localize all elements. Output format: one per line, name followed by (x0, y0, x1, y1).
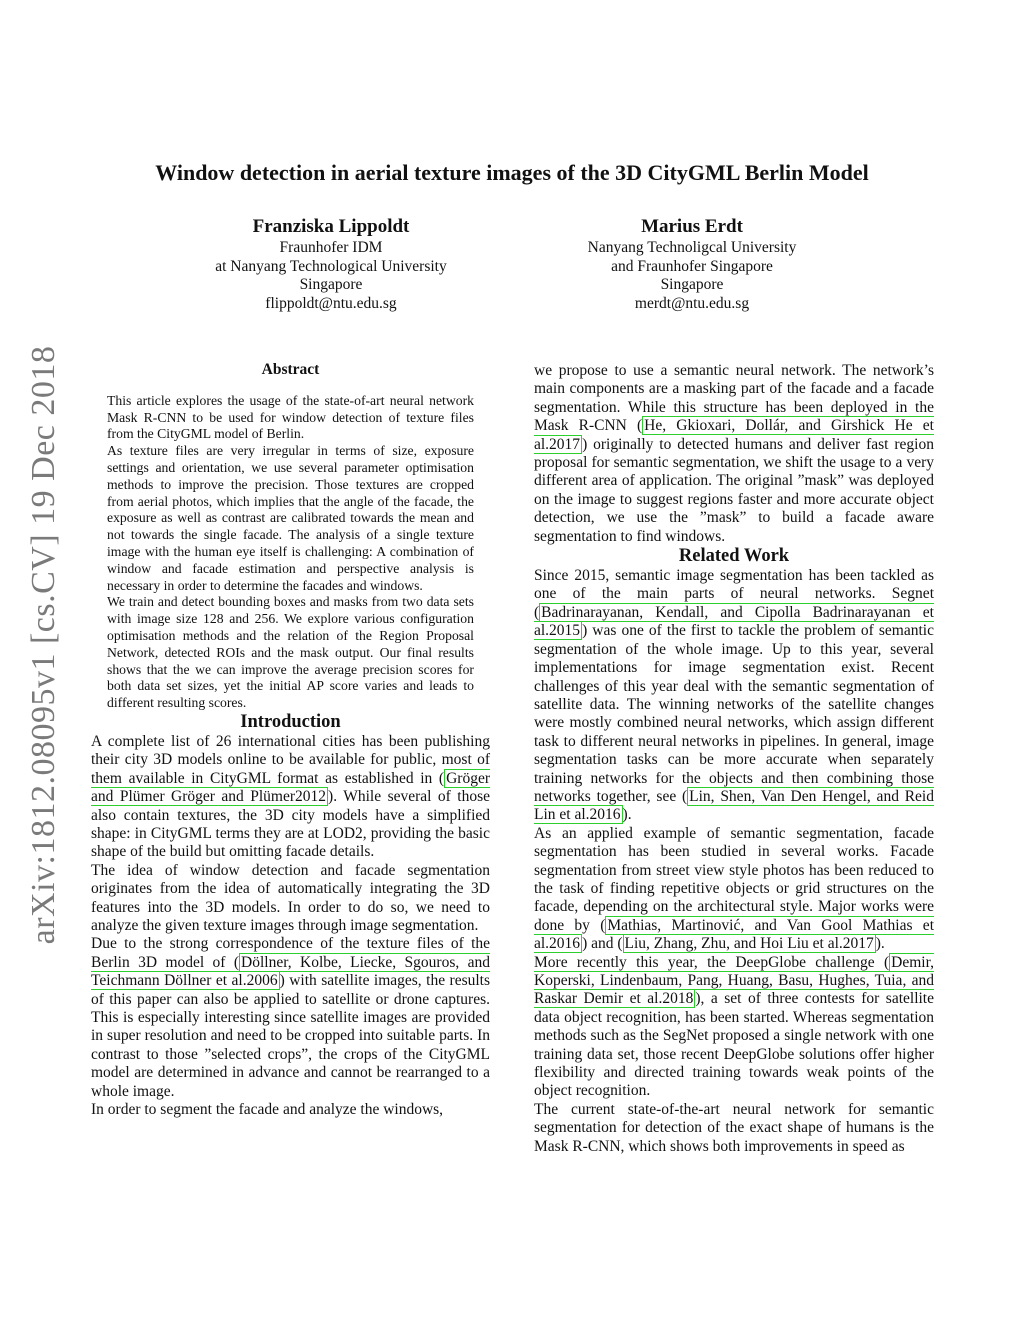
author-name: Franziska Lippoldt (252, 216, 410, 237)
author-affiliation: Fraunhofer IDM (279, 239, 383, 256)
abstract-paragraph: This article explores the usage of the state-of-art neural network Mask R-CNN to be used for window detection of texture files from the CityGML model of Berlin. (107, 392, 474, 442)
body-paragraph: In order to segment the facade and analyze the windows, (91, 1101, 444, 1119)
body-paragraph: Due to the strong correspondence of the texture files of the Berlin 3D model of ( Döllner, Kolbe, Liecke, Sgouros, and Teichmann Döllner et al.2006 ) with satellite images, the results of this paper can also be applied to satellite or drone captures. This is especially interesting since satellite images are provided in super resolution and need to be cropped into suitable parts. In contrast to those ”selected crops”, the crops of the CityGML model are determined in advance and cannot be rearranged to a whole image. (91, 935, 490, 1100)
introduction-body (91, 733, 490, 1120)
author-block-2 (532, 215, 852, 313)
abstract (107, 362, 474, 712)
author-location: Singapore (660, 276, 724, 293)
citation-link[interactable]: Demir, Koperski, Lindenbaum, Pang, Huang, Basu, Hughes, Tuia, and Raskar Demir et al.2018 (534, 953, 934, 1008)
abstract-paragraph: As texture files are very irregular in terms of size, exposure settings and orientation, we use several parameter optimisation methods to improve the precision. Those textures are cropped from aerial photos, which implies that the angle of the facade, the exposure as well as contrast are calibrated towards the mean and not towards the single facade. The analysis of a single texture image with the human eye itself is challenging: A combination of window and facade estimation and perspective analysis is necessary in order to determine the facades and windows. (107, 443, 474, 593)
introduction-continued (534, 362, 934, 546)
arxiv-identifier: arXiv:1812.08095v1 [cs.CV] 19 Dec 2018 (25, 345, 62, 945)
author-affiliation: at Nanyang Technological University (215, 257, 447, 275)
related-work-body (534, 567, 934, 1156)
citation-link[interactable]: Mathias, Martinović, and Van Gool Mathias et al.2016 (534, 916, 934, 953)
author-name: Marius Erdt (641, 216, 743, 237)
author-affiliation: Nanyang Technoligcal University (587, 239, 797, 256)
body-paragraph: The idea of window detection and facade segmentation originates from the idea of automatically integrating the 3D features into the 3D models. In order to do so, we need to analyze the given texture images through image segmentation. (91, 861, 490, 934)
body-paragraph: More recently this year, the DeepGlobe challenge ( Demir, Koperski, Lindenbaum, Pang, Huang, Basu, Hughes, Tuia, and Raskar Demir et al.2018 ), a set of three contests for satellite data object recognition, has been started. Whereas segmentation methods such as the SegNet proposed a single network with one training data set, those recent DeepGlobe solutions offer higher flexibility and directed training towards weak points of the object recognition. (534, 953, 934, 1100)
body-paragraph: we propose to use a semantic neural network. The network’s main components are a masking part of the facade and a facade segmentation. While this structure has been deployed in the Mask R-CNN ( He, Gkioxari, Dollár, and Girshick He et al.2017 ) originally to detected humans and deliver fast region proposal for semantic segmentation, we shift the usage to a very different area of application. The original ”mask” was deployed on the image to suggest regions faster and more accurate object detection, we use the ”mask” to build a facade aware segmentation to find windows. (534, 362, 934, 545)
section-heading-introduction: Introduction (240, 711, 341, 732)
left-column (91, 362, 490, 1119)
author-block-1 (171, 215, 491, 313)
citation-link[interactable]: Lin, Shen, Van Den Hengel, and Reid Lin et al.2016 (534, 787, 934, 824)
right-column (534, 362, 934, 1156)
section-heading-related-work: Related Work (678, 546, 790, 567)
body-paragraph: The current state-of-the-art neural network for semantic segmentation for detection of the exact shape of humans is the Mask R-CNN, which shows both improvements in speed as (534, 1100, 934, 1155)
author-email: flippoldt@ntu.edu.sg (265, 294, 397, 312)
author-email: merdt@ntu.edu.sg (634, 294, 750, 312)
author-location: Singapore (299, 276, 363, 293)
abstract-heading: Abstract (261, 361, 320, 378)
citation-link[interactable]: Badrinarayanan, Kendall, and Cipolla Badrinarayanan et al.2015 (534, 603, 934, 640)
body-paragraph: A complete list of 26 international cities has been publishing their city 3D models online to be available for public, most of them available in CityGML format as established in ( Gröger and Plümer Gröger and Plümer2012 ). While several of those also contain textures, the 3D city models have a simplified shape: in CityGML terms they are at LOD2, providing the basic shape of the build but omitting facade details. (91, 732, 490, 861)
abstract-paragraph: We train and detect bounding boxes and masks from two data sets with image size 128 and 256. We explore various configuration optimisation methods and the relation of the Region Proposal Network, detected ROIs and the mask output. Our final results shows that the we can improve the average precision scores for both data set sizes, yet the initial AP score varies and leads to different resulting scores. (107, 594, 474, 711)
paper-title: Window detection in aerial texture images of the 3D CityGML Berlin Model (155, 160, 869, 185)
body-paragraph: Since 2015, semantic image segmentation has been tackled as one of the main parts of neural networks. Segnet ( Badrinarayanan, Kendall, and Cipolla Badrinarayanan et al.2015 ) was one of the first to tackle the problem of semantic segmentation of the whole image. Up to this year, several implementations for image segmentation exist. Recent challenges of this year deal with the semantic segmentation of satellite data. The winning networks of the satellite changes were mostly combined neural networks, which assign different task to different neural networks in pipelines. In general, image segmentation tasks can be more accurate when separately training networks for the objects and then combining those networks together, see ( Lin, Shen, Van Den Hengel, and Reid Lin et al.2016 ). (534, 567, 934, 824)
citation-link[interactable]: Gröger and Plümer Gröger and Plümer2012 (91, 769, 490, 806)
citation-link[interactable]: He, Gkioxari, Dollár, and Girshick He et al.2017 (534, 417, 934, 453)
citation-link[interactable]: Döllner, Kolbe, Liecke, Sgouros, and Teichmann Döllner et al.2006 (91, 953, 490, 990)
author-affiliation: and Fraunhofer Singapore (611, 257, 773, 275)
citation-link[interactable]: Liu, Zhang, Zhu, and Hoi Liu et al.2017 (624, 935, 874, 953)
body-paragraph: As an applied example of semantic segmentation, facade segmentation has been studied in several works. Facade segmentation from street view style photos has been reduced to the task of finding repetitive objects or grid structures on the facade, depending on the architectural style. Major works were done by ( Mathias, Martinović, and Van Gool Mathias et al.2016 ) and ( Liu, Zhang, Zhu, and Hoi Liu et al.2017 ). (534, 824, 934, 953)
